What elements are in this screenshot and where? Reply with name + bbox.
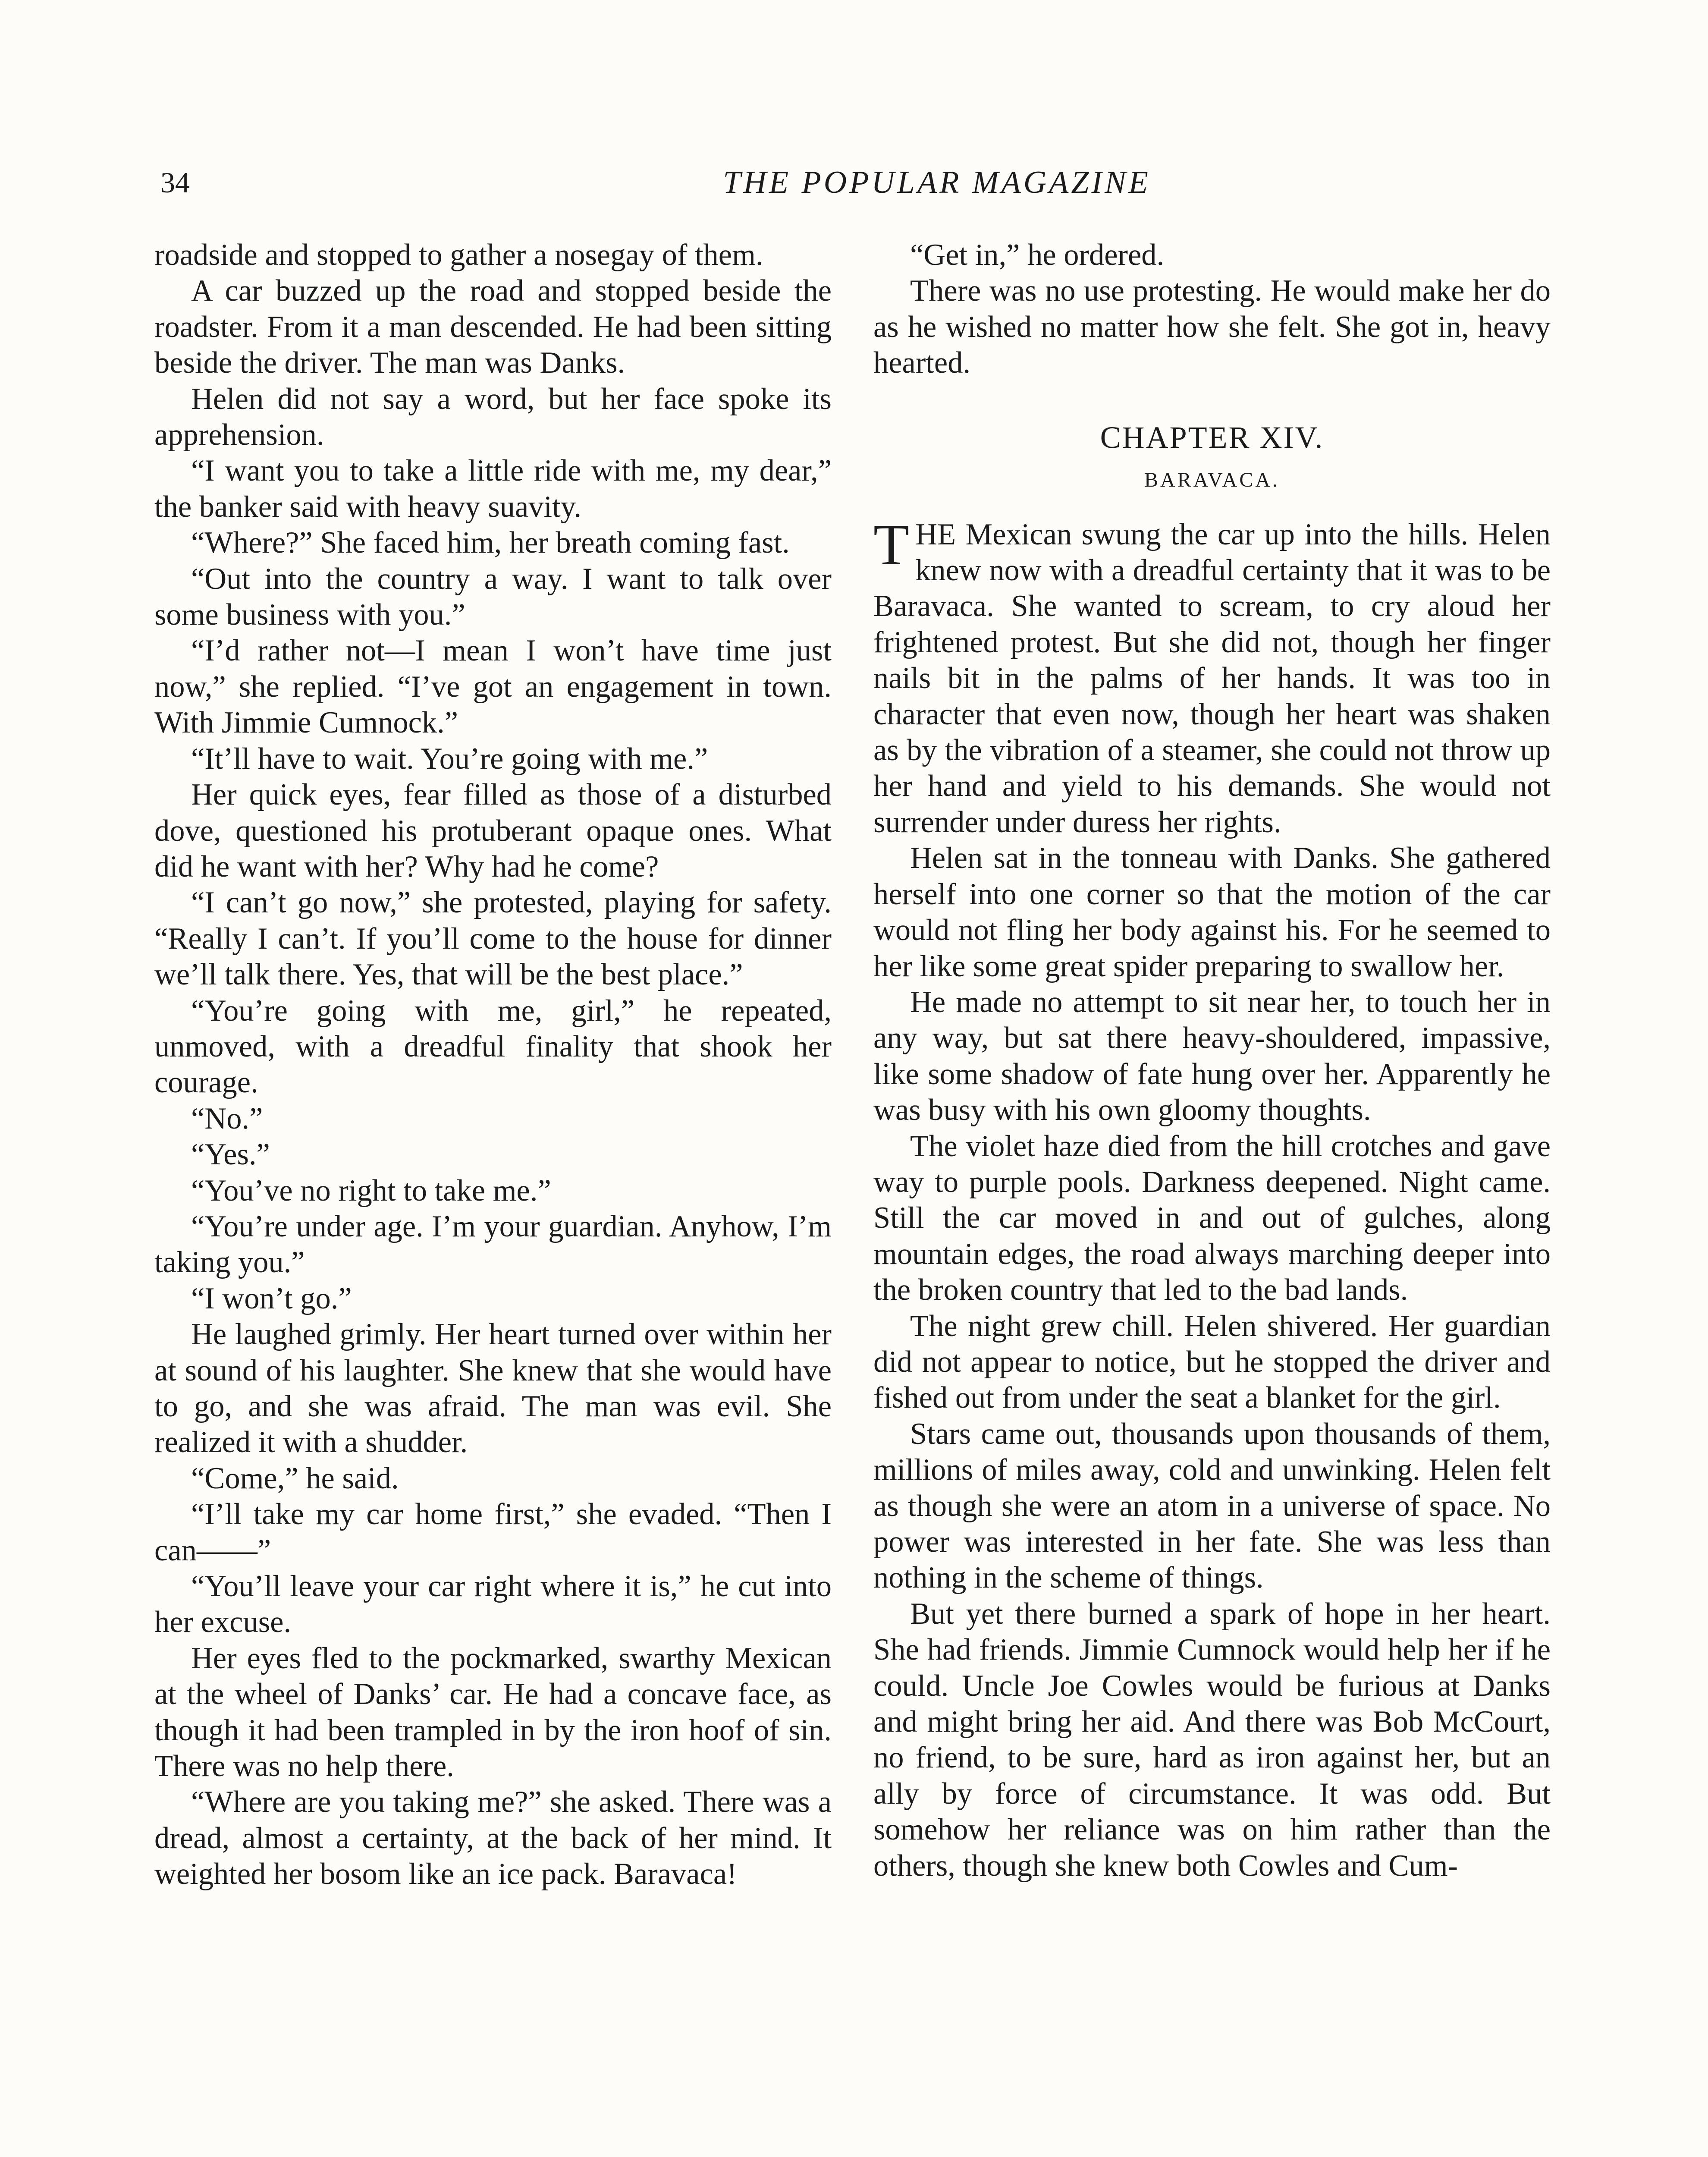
paragraph: But yet there burned a spark of hope in her heart. She had friends. Jimmie Cumnock would help her if he could. Uncle Joe Cowles would be furious at Danks and might bring her aid. And there was Bob McCourt, no friend, to be sure, hard as iron against her, but an ally by force of circumstance. It was odd. But somehow her reliance was on him rather than the others, though she knew both Cowles and Cum-: [873, 1597, 1551, 1883]
paragraph: Her quick eyes, fear filled as those of a disturbed dove, questioned his protuberant opaque ones. What did he want with her? Why had he come?: [154, 778, 832, 884]
paragraph: “Get in,” he ordered.: [910, 238, 1165, 272]
paragraph: “Out into the country a way. I want to talk over some business with you.”: [154, 562, 832, 632]
chapter-subtitle: BARAVACA.: [1144, 468, 1280, 491]
paragraph: The night grew chill. Helen shivered. Her guardian did not appear to notice, but he stopped the driver and fished out from under the seat a blanket for the girl.: [873, 1309, 1551, 1415]
paragraph: “I won’t go.”: [191, 1281, 352, 1315]
paragraph: The violet haze died from the hill crotches and gave way to purple pools. Darkness deepened. Night came. Still the car moved in and out of gulches, along mountain edges, the road always marching deeper into the broken country that led to the bad lands.: [873, 1129, 1551, 1307]
paragraph: “I’d rather not—I mean I won’t have time just now,” she replied. “I’ve got an engagement in town. With Jimmie Cumnock.”: [154, 634, 832, 740]
paragraph: “I can’t go now,” she protested, playing for safety. “Really I can’t. If you’ll come to the house for dinner we’ll talk there. Yes, that will be the best place.”: [154, 886, 832, 992]
drop-cap: T: [873, 512, 910, 577]
paragraph: “No.”: [191, 1101, 263, 1135]
paragraph: “You’ve no right to take me.”: [191, 1173, 551, 1207]
page-number: 34: [160, 166, 190, 199]
chapter-title-block: [873, 416, 1551, 500]
chapter-heading: CHAPTER XIV.: [1100, 420, 1324, 455]
paragraph: “Where?” She faced him, her breath coming fast.: [191, 526, 790, 560]
paragraph: “I want you to take a little ride with me, my dear,” the banker said with heavy suavity.: [154, 454, 832, 524]
paragraph: “Where are you taking me?” she asked. There was a dread, almost a certainty, at the back of her mind. It weighted her bosom like an ice pack. Baravaca!: [154, 1785, 832, 1891]
running-title: THE POPULAR MAGAZINE: [723, 165, 1151, 200]
left-column: [154, 237, 832, 1893]
right-column: [873, 237, 1551, 1884]
paragraph: There was no use protesting. He would make her do as he wished no matter how she felt. She got in, heavy hearted.: [873, 274, 1551, 380]
paragraph: “I’ll take my car home first,” she evaded. “Then I can——”: [154, 1497, 832, 1567]
paragraph: “You’re going with me, girl,” he repeated, unmoved, with a dreadful finality that shook her courage.: [154, 994, 832, 1100]
paragraph: Helen did not say a word, but her face spoke its apprehension.: [154, 382, 832, 452]
opening-paragraph: [873, 512, 1551, 841]
paragraph: “You’re under age. I’m your guardian. Anyhow, I’m taking you.”: [154, 1209, 832, 1280]
paragraph: A car buzzed up the road and stopped beside the roadster. From it a man descended. He had been sitting beside the driver. The man was Danks.: [154, 274, 832, 380]
paragraph: Helen sat in the tonneau with Danks. She gathered herself into one corner so that the motion of the car would not fling her body against his. For he seemed to her like some great spider preparing to swallow her.: [873, 841, 1551, 983]
paragraph: Her eyes fled to the pockmarked, swarthy Mexican at the wheel of Danks’ car. He had a concave face, as though it had been trampled in by the iron hoof of sin. There was no help there.: [154, 1641, 832, 1783]
paragraph: “Come,” he said.: [191, 1461, 399, 1495]
paragraph: “You’ll leave your car right where it is,” he cut into her excuse.: [154, 1569, 832, 1639]
paragraph: roadside and stopped to gather a nosegay of them.: [154, 238, 763, 272]
paragraph: “Yes.”: [191, 1138, 270, 1172]
paragraph: He laughed grimly. Her heart turned over within her at sound of his laughter. She knew that she would have to go, and she was afraid. The man was evil. She realized it with a shudder.: [154, 1317, 832, 1459]
page-header: [160, 159, 1558, 206]
paragraph: Stars came out, thousands upon thousands of them, millions of miles away, cold and unwinking. Helen felt as though she were an atom in a universe of space. No power was interested in her fate. She was less than nothing in the scheme of things.: [873, 1417, 1551, 1595]
paragraph: “It’ll have to wait. You’re going with me.”: [191, 742, 708, 776]
opening-paragraph-text: HE Mexican swung the car up into the hills. Helen knew now with a dreadful certainty that it was to be Baravaca. She wanted to scream, to cry aloud her frightened protest. But she did not, though her finger nails bit in the palms of her hands. It was too in character that even now, though her heart was shaken as by the vibration of a steamer, she could not throw up her hand and yield to his demands. She would not surrender under duress her rights.: [873, 517, 1551, 839]
paragraph: He made no attempt to sit near her, to touch her in any way, but sat there heavy-shouldered, impassive, like some shadow of fate hung over her. Apparently he was busy with his own gloomy thoughts.: [873, 985, 1551, 1127]
